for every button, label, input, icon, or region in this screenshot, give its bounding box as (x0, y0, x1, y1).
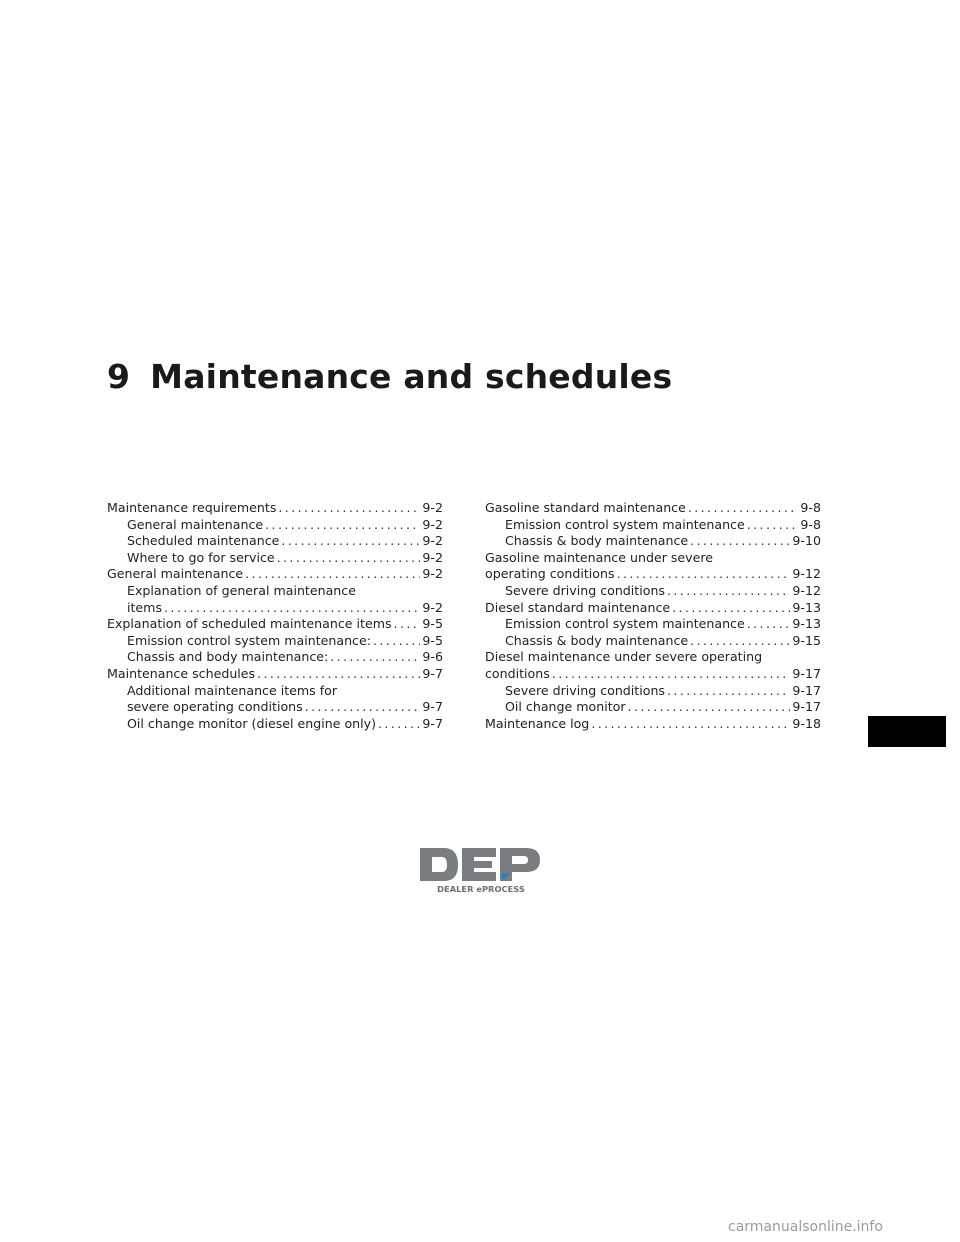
toc-entry[interactable] (107, 550, 443, 567)
toc-page-number: 9-2 (422, 500, 443, 515)
toc-page-number: 9-17 (792, 665, 821, 681)
toc-entry-title: Explanation of scheduled maintenance items (107, 616, 392, 632)
toc-entry-title: Maintenance log (485, 715, 590, 731)
toc-page-number: 9-2 (422, 549, 443, 565)
toc-entry-title: General maintenance (107, 566, 244, 582)
toc-page-number: 9-12 (792, 582, 821, 598)
toc-entry[interactable] (107, 566, 443, 583)
toc-leader-dots (628, 699, 791, 716)
toc-leader-dots (747, 517, 799, 534)
toc-leader-dots (164, 600, 420, 617)
toc-entry[interactable] (107, 616, 443, 633)
toc-entry-title: Chassis and body maintenance: (127, 649, 329, 665)
toc-entry-title: Oil change monitor (505, 699, 626, 715)
toc-entry-title-line: Additional maintenance items for (127, 682, 338, 698)
toc-leader-dots (378, 716, 420, 733)
toc-entry-title: severe operating conditions (127, 699, 303, 715)
toc-leader-dots (373, 633, 420, 650)
toc-page-number: 9-8 (800, 500, 821, 515)
toc-page-number: 9-15 (792, 632, 821, 648)
toc-leader-dots (617, 566, 791, 583)
toc-entry[interactable] (485, 600, 821, 617)
toc-entry-title: Severe driving conditions (505, 582, 665, 598)
toc-entry-title: Maintenance schedules (107, 665, 256, 681)
chapter-number: 9 (107, 357, 131, 396)
toc-entry-title: General maintenance (127, 516, 264, 532)
toc-entry-title: Severe driving conditions (505, 682, 665, 698)
toc-entry[interactable] (485, 616, 821, 633)
toc-entry[interactable] (107, 649, 443, 666)
toc-entry-title-line: Gasoline maintenance under severe (485, 549, 714, 565)
toc-entry-title: items (127, 599, 163, 615)
toc-entry[interactable] (107, 666, 443, 683)
toc-leader-dots (257, 666, 420, 683)
toc-leader-dots (281, 533, 420, 550)
watermark-text: carmanualsonline.info (728, 1219, 883, 1235)
toc-page-number: 9-12 (792, 566, 821, 582)
toc-entry[interactable] (485, 533, 821, 550)
toc-page-number: 9-10 (792, 533, 821, 549)
toc-entry-title: Diesel standard maintenance (485, 599, 671, 615)
toc-leader-dots (667, 683, 790, 700)
toc-entry[interactable] (107, 583, 443, 616)
toc-entry-title: Oil change monitor (diesel engine only) (127, 715, 377, 731)
toc-leader-dots (747, 616, 791, 633)
toc-entry[interactable] (485, 583, 821, 600)
toc-page-number: 9-7 (422, 665, 443, 681)
toc-leader-dots (591, 716, 790, 733)
toc-entry-title: Emission control system maintenance (505, 516, 745, 532)
toc-right-column (485, 500, 821, 732)
svg-text:DEALER ePROCESS: DEALER ePROCESS (437, 884, 525, 894)
toc-page-number: 9-7 (422, 715, 443, 731)
toc-leader-dots (265, 517, 420, 534)
toc-leader-dots (245, 566, 420, 583)
toc-entry[interactable] (107, 500, 443, 517)
toc-entry-title: Where to go for service (127, 549, 275, 565)
toc-page-number: 9-13 (792, 616, 821, 632)
toc-page-number: 9-17 (792, 699, 821, 715)
toc-page-number: 9-2 (422, 516, 443, 532)
toc-entry[interactable] (107, 683, 443, 716)
toc-leader-dots (278, 500, 420, 517)
toc-leader-dots (690, 633, 790, 650)
toc-page-number: 9-2 (422, 566, 443, 582)
toc-entry-title-line: Explanation of general maintenance (127, 582, 356, 598)
toc-leader-dots (305, 699, 421, 716)
toc-entry-title: Chassis & body maintenance (505, 533, 689, 549)
toc-entry-title: conditions (485, 665, 550, 681)
toc-entry-title: operating conditions (485, 566, 615, 582)
toc-page-number: 9-17 (792, 682, 821, 698)
toc-entry[interactable] (485, 633, 821, 650)
chapter-title (107, 357, 672, 396)
toc-entry-title: Maintenance requirements (107, 500, 277, 515)
toc-left-column (107, 500, 443, 732)
toc-leader-dots (690, 533, 790, 550)
toc-entry-title-line: Diesel maintenance under severe operating (485, 649, 763, 665)
dealer-eprocess-logo (418, 845, 544, 895)
toc-leader-dots (394, 616, 421, 633)
toc-leader-dots (672, 600, 790, 617)
toc-entry-title: Gasoline standard maintenance (485, 500, 686, 515)
toc-entry[interactable] (485, 649, 821, 682)
toc-entry[interactable] (485, 517, 821, 534)
toc-leader-dots (277, 550, 421, 567)
toc-entry-title: Emission control system maintenance (505, 616, 745, 632)
toc-page-number: 9-5 (422, 632, 443, 648)
toc-entry[interactable] (485, 550, 821, 583)
toc-entry[interactable] (107, 633, 443, 650)
toc-page-number: 9-13 (792, 599, 821, 615)
toc-entry-title: Scheduled maintenance (127, 533, 280, 549)
toc-entry[interactable] (485, 699, 821, 716)
toc-entry-title: Chassis & body maintenance (505, 632, 689, 648)
toc-leader-dots (688, 500, 799, 517)
toc-entry[interactable] (485, 500, 821, 517)
toc-page-number: 9-2 (422, 599, 443, 615)
toc-page-number: 9-6 (422, 649, 443, 665)
toc-page-number: 9-18 (792, 715, 821, 731)
toc-page-number: 9-5 (422, 616, 443, 632)
toc-entry[interactable] (107, 716, 443, 733)
toc-entry-title: Emission control system maintenance: (127, 632, 371, 648)
toc-entry[interactable] (485, 716, 821, 733)
toc-entry[interactable] (107, 533, 443, 550)
chapter-tab (868, 716, 946, 747)
toc-entry[interactable] (485, 683, 821, 700)
chapter-name: Maintenance and schedules (150, 357, 673, 396)
toc-leader-dots (552, 666, 791, 683)
toc-page-number: 9-7 (422, 699, 443, 715)
toc-page-number: 9-2 (422, 533, 443, 549)
toc-entry[interactable] (107, 517, 443, 534)
toc-page-number: 9-8 (800, 516, 821, 532)
dep-logo-icon (418, 845, 544, 895)
toc-leader-dots (330, 649, 420, 666)
toc-leader-dots (667, 583, 790, 600)
